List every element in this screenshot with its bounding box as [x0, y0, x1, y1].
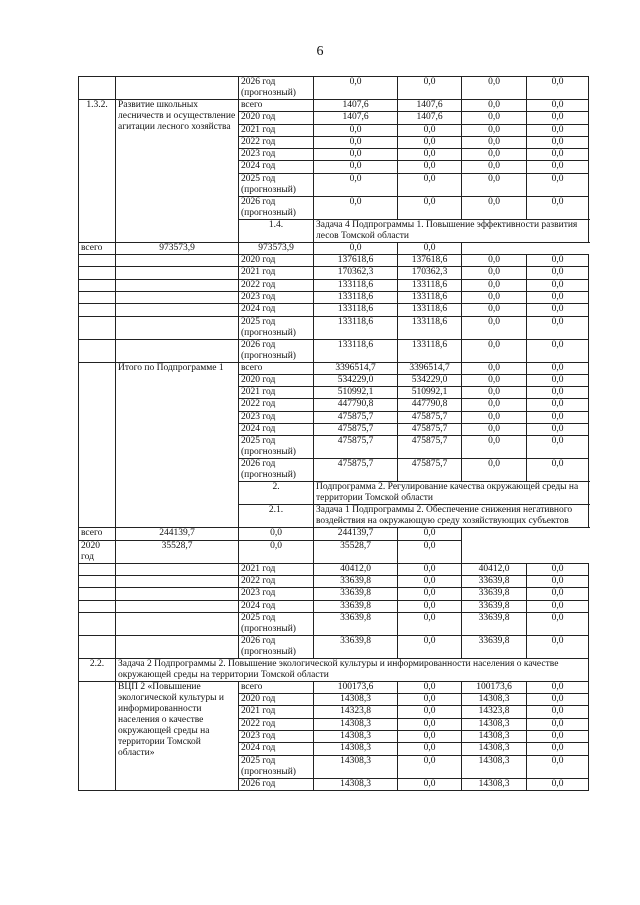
value-cell-2: 0,0 [398, 600, 462, 612]
value-cell-3: 14308,3 [462, 731, 527, 743]
table-row [79, 242, 589, 254]
section-title: Задача 4 Подпрограммы 1. Повышение эффективности развития лесов Томской области [314, 219, 589, 242]
value-cell-2: 0,0 [398, 149, 462, 161]
value-cell-1: 35528,7 [116, 540, 239, 563]
value-cell-1: 475875,7 [314, 459, 398, 482]
table-body [79, 77, 589, 791]
value-cell-2: 1407,6 [398, 100, 462, 112]
year-cell: 2026 год (прогнозный) [239, 339, 314, 362]
row-code [79, 77, 116, 100]
value-cell-1: 133118,6 [314, 339, 398, 362]
table-row [79, 681, 589, 693]
value-cell-4: 0,0 [527, 399, 589, 411]
value-cell-1: 133118,6 [314, 279, 398, 291]
row-code [79, 600, 116, 612]
value-cell-4: 0,0 [527, 77, 589, 100]
row-name: Итого по Подпрограмме 1 [116, 362, 239, 528]
value-cell-3: 14308,3 [462, 778, 527, 790]
value-cell-3: 40412,0 [462, 563, 527, 575]
value-cell-2: 0,0 [398, 77, 462, 100]
value-cell-1: 14308,3 [314, 743, 398, 755]
section-title: Задача 2 Подпрограммы 2. Повышение экологической культуры и информированности населения о качестве окружающей среды на территории Томской области [116, 658, 589, 681]
value-cell-4: 0,0 [527, 339, 589, 362]
value-cell-4: 0,0 [527, 362, 589, 374]
table-row [79, 635, 589, 658]
value-cell-3: 0,0 [462, 424, 527, 436]
value-cell-2: 0,0 [398, 196, 462, 219]
value-cell-2: 0,0 [398, 755, 462, 778]
year-cell: 2021 год [239, 267, 314, 279]
value-cell-4: 0,0 [527, 196, 589, 219]
value-cell-4: 0,0 [527, 124, 589, 136]
value-cell-3: 0,0 [462, 255, 527, 267]
value-cell-3: 0,0 [462, 362, 527, 374]
row-name [116, 304, 239, 316]
year-cell: 2023 год [239, 291, 314, 303]
value-cell-4: 0,0 [527, 706, 589, 718]
row-code [79, 362, 116, 528]
value-cell-2: 0,0 [398, 635, 462, 658]
value-cell-1: 100173,6 [314, 681, 398, 693]
value-cell-1: 170362,3 [314, 267, 398, 279]
value-cell-4: 0,0 [527, 718, 589, 730]
value-cell-3: 0,0 [462, 267, 527, 279]
value-cell-4: 0,0 [527, 255, 589, 267]
value-cell-1: 0,0 [314, 173, 398, 196]
value-cell-4: 0,0 [527, 136, 589, 148]
year-cell: всего [239, 362, 314, 374]
value-cell-2: 0,0 [398, 694, 462, 706]
value-cell-2: 475875,7 [398, 459, 462, 482]
year-cell: 2021 год [239, 706, 314, 718]
row-name [116, 267, 239, 279]
year-cell: всего [79, 528, 116, 540]
value-cell-1: 14308,3 [314, 778, 398, 790]
value-cell-3: 0,0 [462, 339, 527, 362]
value-cell-2: 0,0 [398, 778, 462, 790]
value-cell-1: 133118,6 [314, 304, 398, 316]
year-cell: 2026 год (прогнозный) [239, 635, 314, 658]
value-cell-2: 0,0 [398, 718, 462, 730]
value-cell-2: 0,0 [398, 743, 462, 755]
row-name [116, 563, 239, 575]
year-cell: 2025 год (прогнозный) [239, 173, 314, 196]
value-cell-4: 0,0 [527, 743, 589, 755]
table-row [79, 600, 589, 612]
value-cell-3: 14308,3 [462, 694, 527, 706]
value-cell-3: 0,0 [462, 149, 527, 161]
value-cell-1: 1407,6 [314, 112, 398, 124]
value-cell-2: 0,0 [398, 681, 462, 693]
row-code: 2. [239, 482, 314, 505]
year-cell: 2023 год [239, 411, 314, 423]
table-row [79, 575, 589, 587]
value-cell-2: 447790,8 [398, 399, 462, 411]
row-code [79, 563, 116, 575]
value-cell-3: 100173,6 [462, 681, 527, 693]
row-code: 1.3.2. [79, 100, 116, 243]
table-row [79, 563, 589, 575]
value-cell-4: 0,0 [527, 411, 589, 423]
value-cell-4: 0,0 [527, 436, 589, 459]
value-cell-1: 244139,7 [116, 528, 239, 540]
value-cell-2: 133118,6 [398, 304, 462, 316]
value-cell-3: 0,0 [462, 100, 527, 112]
row-name [116, 339, 239, 362]
row-name: ВЦП 2 «Повышение экологической культуры и информированности населения о качестве окружающей среды на территории Томской области» [116, 681, 239, 790]
year-cell: 2023 год [239, 731, 314, 743]
value-cell-3: 33639,8 [462, 635, 527, 658]
value-cell-4: 0,0 [527, 612, 589, 635]
value-cell-4: 0,0 [527, 600, 589, 612]
row-code [79, 304, 116, 316]
value-cell-2: 0,0 [398, 612, 462, 635]
year-cell: 2021 год [239, 563, 314, 575]
value-cell-1: 14308,3 [314, 718, 398, 730]
year-cell: 2024 год [239, 600, 314, 612]
year-cell: 2024 год [239, 161, 314, 173]
value-cell-1: 0,0 [314, 196, 398, 219]
value-cell-4: 0,0 [527, 424, 589, 436]
value-cell-2: 0,0 [398, 161, 462, 173]
value-cell-1: 0,0 [314, 77, 398, 100]
value-cell-4: 0,0 [527, 316, 589, 339]
value-cell-1: 33639,8 [314, 612, 398, 635]
value-cell-2: 0,0 [398, 588, 462, 600]
value-cell-3: 0,0 [462, 136, 527, 148]
value-cell-2: 0,0 [398, 575, 462, 587]
value-cell-2: 475875,7 [398, 436, 462, 459]
row-code [79, 316, 116, 339]
value-cell-4: 0,0 [527, 635, 589, 658]
value-cell-3: 0,0 [462, 304, 527, 316]
value-cell-3: 0,0 [462, 399, 527, 411]
year-cell: 2023 год [239, 149, 314, 161]
value-cell-1: 3396514,7 [314, 362, 398, 374]
value-cell-4: 0,0 [527, 575, 589, 587]
year-cell: 2025 год (прогнозный) [239, 612, 314, 635]
value-cell-1: 33639,8 [314, 600, 398, 612]
row-code: 2.2. [79, 658, 116, 681]
value-cell-3: 14323,8 [462, 706, 527, 718]
year-cell: 2025 год (прогнозный) [239, 436, 314, 459]
table-row [79, 100, 589, 112]
year-cell: 2022 год [239, 136, 314, 148]
value-cell-3: 0,0 [462, 196, 527, 219]
row-code [79, 575, 116, 587]
value-cell-3: 0,0 [462, 173, 527, 196]
value-cell-1: 40412,0 [314, 563, 398, 575]
value-cell-3: 35528,7 [314, 540, 398, 563]
value-cell-3: 33639,8 [462, 600, 527, 612]
value-cell-4: 0,0 [527, 778, 589, 790]
value-cell-4: 0,0 [527, 173, 589, 196]
value-cell-4: 0,0 [527, 161, 589, 173]
row-name [116, 575, 239, 587]
table-row [79, 339, 589, 362]
row-code [79, 681, 116, 790]
value-cell-4: 0,0 [527, 459, 589, 482]
value-cell-1: 137618,6 [314, 255, 398, 267]
year-cell: 2026 год (прогнозный) [239, 77, 314, 100]
value-cell-1: 14308,3 [314, 755, 398, 778]
value-cell-4: 0,0 [527, 304, 589, 316]
value-cell-2: 133118,6 [398, 339, 462, 362]
value-cell-2: 510992,1 [398, 387, 462, 399]
value-cell-2: 0,0 [398, 173, 462, 196]
year-cell: 2020 год [79, 540, 116, 563]
row-code [79, 635, 116, 658]
row-name [116, 279, 239, 291]
value-cell-2: 0,0 [398, 706, 462, 718]
row-name [116, 588, 239, 600]
value-cell-3: 0,0 [462, 436, 527, 459]
value-cell-2: 475875,7 [398, 411, 462, 423]
value-cell-4: 0,0 [527, 291, 589, 303]
value-cell-2: 0,0 [398, 563, 462, 575]
year-cell: 2021 год [239, 124, 314, 136]
value-cell-3: 0,0 [462, 112, 527, 124]
value-cell-2: 534229,0 [398, 374, 462, 386]
value-cell-4: 0,0 [527, 694, 589, 706]
value-cell-2: 133118,6 [398, 316, 462, 339]
value-cell-2: 0,0 [398, 136, 462, 148]
year-cell: 2026 год (прогнозный) [239, 196, 314, 219]
value-cell-4: 0,0 [527, 563, 589, 575]
year-cell: 2024 год [239, 743, 314, 755]
row-code [79, 255, 116, 267]
value-cell-1: 0,0 [314, 124, 398, 136]
value-cell-2: 3396514,7 [398, 362, 462, 374]
value-cell-1: 0,0 [314, 149, 398, 161]
value-cell-3: 0,0 [462, 279, 527, 291]
row-name [116, 600, 239, 612]
value-cell-1: 14308,3 [314, 694, 398, 706]
value-cell-1: 475875,7 [314, 424, 398, 436]
value-cell-2: 475875,7 [398, 424, 462, 436]
row-name [116, 255, 239, 267]
year-cell: 2020 год [239, 374, 314, 386]
value-cell-2: 133118,6 [398, 291, 462, 303]
page-number: 6 [316, 44, 324, 59]
value-cell-4: 0,0 [527, 149, 589, 161]
table-row [79, 255, 589, 267]
row-code [79, 279, 116, 291]
value-cell-1: 0,0 [314, 161, 398, 173]
year-cell: всего [239, 681, 314, 693]
value-cell-4: 0,0 [398, 540, 462, 563]
value-cell-1: 33639,8 [314, 635, 398, 658]
value-cell-1: 133118,6 [314, 291, 398, 303]
value-cell-1: 0,0 [314, 136, 398, 148]
value-cell-3: 0,0 [462, 411, 527, 423]
value-cell-4: 0,0 [398, 242, 462, 254]
value-cell-3: 244139,7 [314, 528, 398, 540]
value-cell-3: 0,0 [314, 242, 398, 254]
year-cell: 2025 год (прогнозный) [239, 755, 314, 778]
budget-table [78, 76, 589, 791]
value-cell-3: 0,0 [462, 291, 527, 303]
value-cell-3: 0,0 [462, 77, 527, 100]
value-cell-2: 137618,6 [398, 255, 462, 267]
row-code [79, 588, 116, 600]
section-title: Задача 1 Подпрограммы 2. Обеспечение снижения негативного воздействия на окружающую среду хозяйствующих субъектов [314, 505, 589, 528]
value-cell-1: 475875,7 [314, 436, 398, 459]
year-cell: 2020 год [239, 112, 314, 124]
value-cell-3: 14308,3 [462, 743, 527, 755]
row-name [116, 316, 239, 339]
table-row [79, 304, 589, 316]
value-cell-3: 33639,8 [462, 588, 527, 600]
year-cell: 2020 год [239, 694, 314, 706]
year-cell: 2023 год [239, 588, 314, 600]
year-cell: 2022 год [239, 718, 314, 730]
value-cell-4: 0,0 [398, 528, 462, 540]
row-name [116, 291, 239, 303]
value-cell-1: 14308,3 [314, 731, 398, 743]
row-code: 1.4. [239, 219, 314, 242]
value-cell-3: 14308,3 [462, 718, 527, 730]
year-cell: всего [239, 100, 314, 112]
row-code [79, 291, 116, 303]
value-cell-2: 133118,6 [398, 279, 462, 291]
table-row [79, 612, 589, 635]
value-cell-4: 0,0 [527, 755, 589, 778]
value-cell-1: 33639,8 [314, 588, 398, 600]
value-cell-1: 133118,6 [314, 316, 398, 339]
value-cell-3: 0,0 [462, 459, 527, 482]
table-row [79, 77, 589, 100]
table-row [79, 316, 589, 339]
row-code [79, 339, 116, 362]
value-cell-4: 0,0 [527, 681, 589, 693]
value-cell-2: 0,0 [398, 731, 462, 743]
year-cell: 2026 год (прогнозный) [239, 459, 314, 482]
value-cell-1: 447790,8 [314, 399, 398, 411]
year-cell: всего [79, 242, 116, 254]
value-cell-1: 973573,9 [116, 242, 239, 254]
year-cell: 2024 год [239, 424, 314, 436]
value-cell-3: 14308,3 [462, 755, 527, 778]
table-row [79, 362, 589, 374]
value-cell-3: 0,0 [462, 161, 527, 173]
value-cell-1: 33639,8 [314, 575, 398, 587]
value-cell-3: 0,0 [462, 316, 527, 339]
value-cell-4: 0,0 [527, 374, 589, 386]
value-cell-2: 0,0 [239, 528, 314, 540]
value-cell-2: 0,0 [239, 540, 314, 563]
value-cell-3: 0,0 [462, 124, 527, 136]
row-name [116, 635, 239, 658]
value-cell-3: 0,0 [462, 387, 527, 399]
table-row [79, 528, 589, 540]
table-row [79, 267, 589, 279]
value-cell-4: 0,0 [527, 387, 589, 399]
table-row [79, 291, 589, 303]
year-cell: 2020 год [239, 255, 314, 267]
year-cell: 2026 год [239, 778, 314, 790]
value-cell-4: 0,0 [527, 267, 589, 279]
value-cell-3: 33639,8 [462, 575, 527, 587]
table-row [79, 279, 589, 291]
year-cell: 2022 год [239, 575, 314, 587]
value-cell-4: 0,0 [527, 279, 589, 291]
row-code: 2.1. [239, 505, 314, 528]
row-name [116, 612, 239, 635]
year-cell: 2021 год [239, 387, 314, 399]
year-cell: 2024 год [239, 304, 314, 316]
year-cell: 2022 год [239, 279, 314, 291]
value-cell-2: 973573,9 [239, 242, 314, 254]
value-cell-2: 170362,3 [398, 267, 462, 279]
value-cell-3: 0,0 [462, 374, 527, 386]
value-cell-3: 33639,8 [462, 612, 527, 635]
year-cell: 2022 год [239, 399, 314, 411]
year-cell: 2025 год (прогнозный) [239, 316, 314, 339]
row-code [79, 267, 116, 279]
value-cell-2: 0,0 [398, 124, 462, 136]
value-cell-4: 0,0 [527, 100, 589, 112]
value-cell-4: 0,0 [527, 731, 589, 743]
value-cell-1: 14323,8 [314, 706, 398, 718]
table-row [79, 588, 589, 600]
value-cell-1: 1407,6 [314, 100, 398, 112]
value-cell-1: 475875,7 [314, 411, 398, 423]
section-title: Подпрограмма 2. Регулирование качества окружающей среды на территории Томской области [314, 482, 589, 505]
value-cell-1: 510992,1 [314, 387, 398, 399]
row-name [116, 77, 239, 100]
value-cell-4: 0,0 [527, 588, 589, 600]
row-code [79, 612, 116, 635]
table-row [79, 540, 589, 563]
value-cell-4: 0,0 [527, 112, 589, 124]
section-row [79, 658, 589, 681]
value-cell-1: 534229,0 [314, 374, 398, 386]
row-name: Развитие школьных лесничеств и осуществление агитации лесного хозяйства [116, 100, 239, 243]
value-cell-2: 1407,6 [398, 112, 462, 124]
